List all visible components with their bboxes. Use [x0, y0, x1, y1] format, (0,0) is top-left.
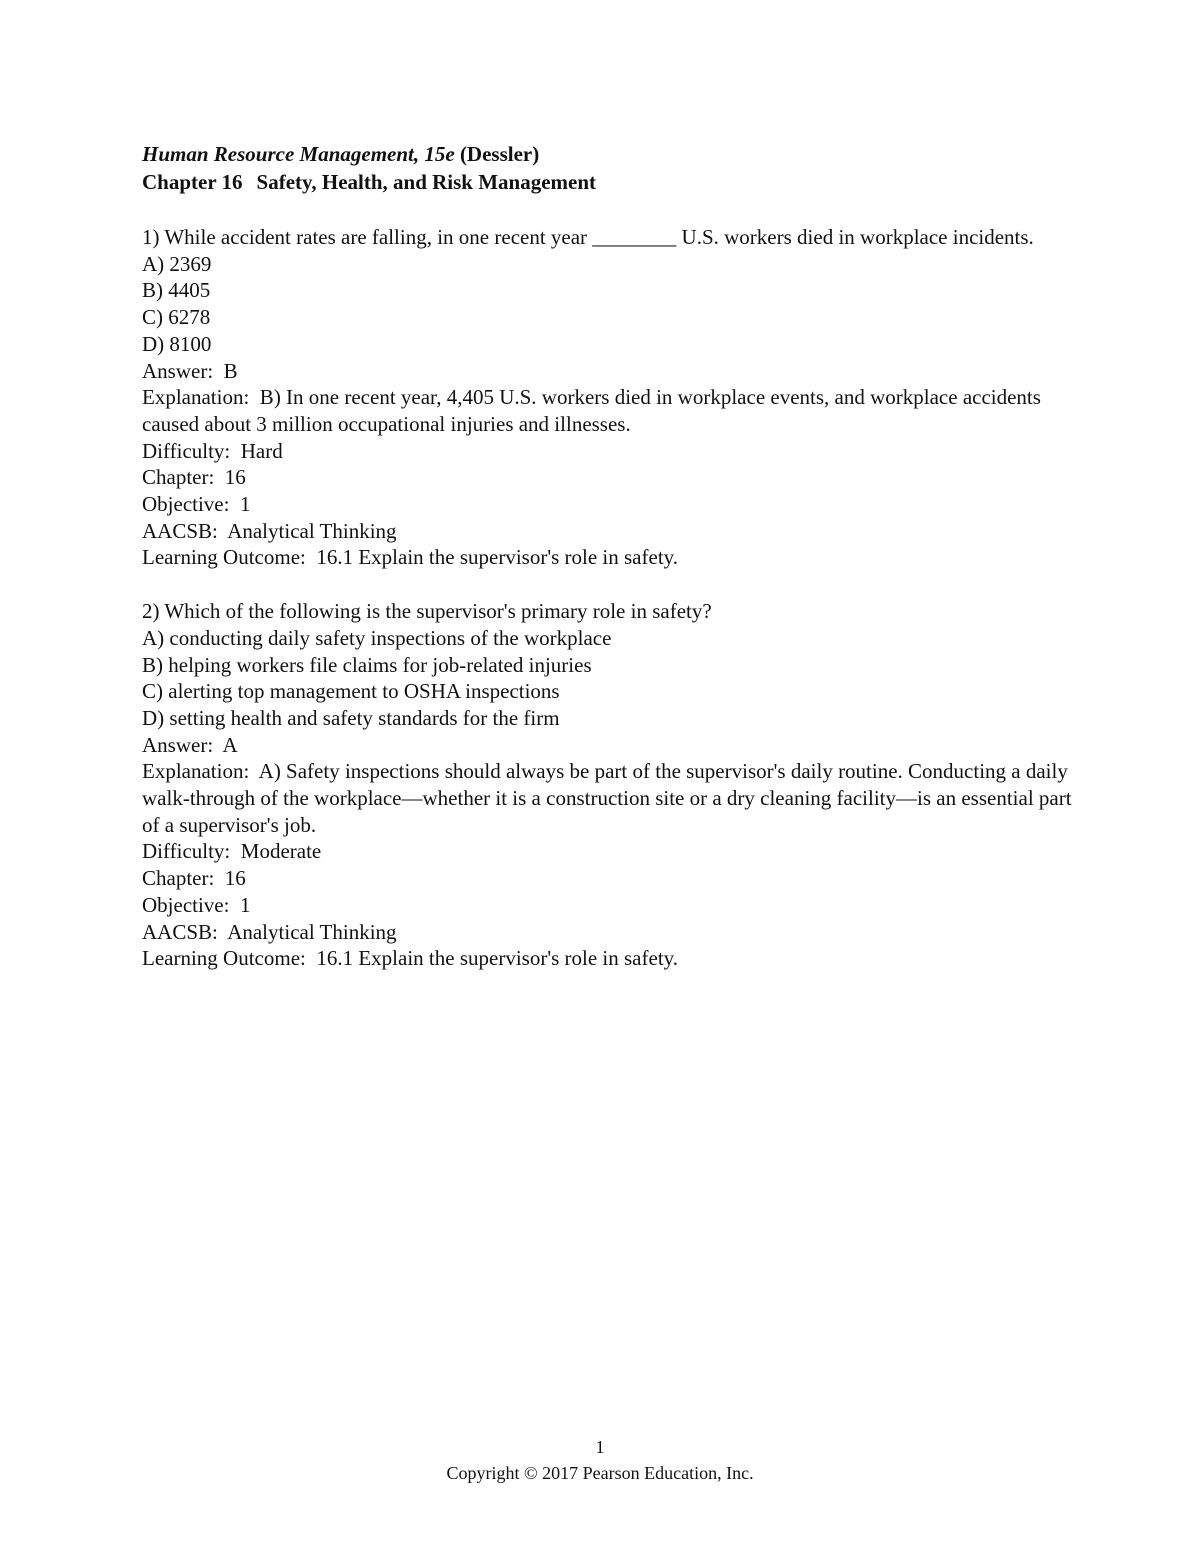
answer-option-c: C) 6278	[142, 305, 211, 330]
answer-option-d: D) setting health and safety standards for the firm	[142, 705, 560, 730]
question-2	[142, 598, 1077, 972]
answer-option-a: A) conducting daily safety inspections of the workplace	[142, 625, 612, 650]
aacsb: AACSB: Analytical Thinking	[142, 919, 397, 944]
difficulty: Difficulty: Hard	[142, 438, 283, 463]
learning-outcome: Learning Outcome: 16.1 Explain the supervisor's role in safety.	[142, 545, 679, 570]
answer-option-c: C) alerting top management to OSHA inspections	[142, 679, 560, 704]
answer-option-b: B) 4405	[142, 278, 211, 303]
question-stem: 1) While accident rates are falling, in one recent year ________ U.S. workers died in workplace incidents.	[142, 225, 1034, 249]
copyright-notice: Copyright © 2017 Pearson Education, Inc.	[446, 1463, 754, 1483]
explanation: Explanation: B) In one recent year, 4,405 U.S. workers died in workplace events, and workplace accidents caused about 3 million occupational injuries and illnesses.	[142, 385, 1047, 436]
chapter-ref: Chapter: 16	[142, 465, 246, 490]
explanation: Explanation: A) Safety inspections should always be part of the supervisor's daily routine. Conducting a daily walk-through of the workplace—whether it is a construction site or a dry cleaning facility—is an essential part of a supervisor's job.	[142, 759, 1077, 837]
objective: Objective: 1	[142, 892, 251, 917]
chapter-heading	[142, 168, 1072, 196]
answer-option-b: B) helping workers file claims for job-related injuries	[142, 652, 592, 677]
chapter-title: Safety, Health, and Risk Management	[256, 170, 597, 194]
book-header	[142, 140, 1072, 168]
answer-option-d: D) 8100	[142, 331, 212, 356]
answer-option-a: A) 2369	[142, 251, 212, 276]
chapter-ref: Chapter: 16	[142, 866, 246, 891]
book-title: Human Resource Management, 15e	[142, 142, 455, 166]
page-number: 1	[595, 1437, 605, 1457]
question-stem: 2) Which of the following is the supervisor's primary role in safety?	[142, 599, 712, 624]
question-1	[142, 224, 1072, 571]
book-author: (Dessler)	[459, 142, 540, 166]
page-content	[142, 140, 1077, 999]
learning-outcome: Learning Outcome: 16.1 Explain the supervisor's role in safety.	[142, 946, 679, 971]
objective: Objective: 1	[142, 492, 251, 517]
chapter-number: Chapter 16	[142, 170, 243, 194]
difficulty: Difficulty: Moderate	[142, 839, 322, 864]
aacsb: AACSB: Analytical Thinking	[142, 518, 397, 543]
answer-key: Answer: A	[142, 732, 238, 757]
answer-key: Answer: B	[142, 358, 238, 383]
